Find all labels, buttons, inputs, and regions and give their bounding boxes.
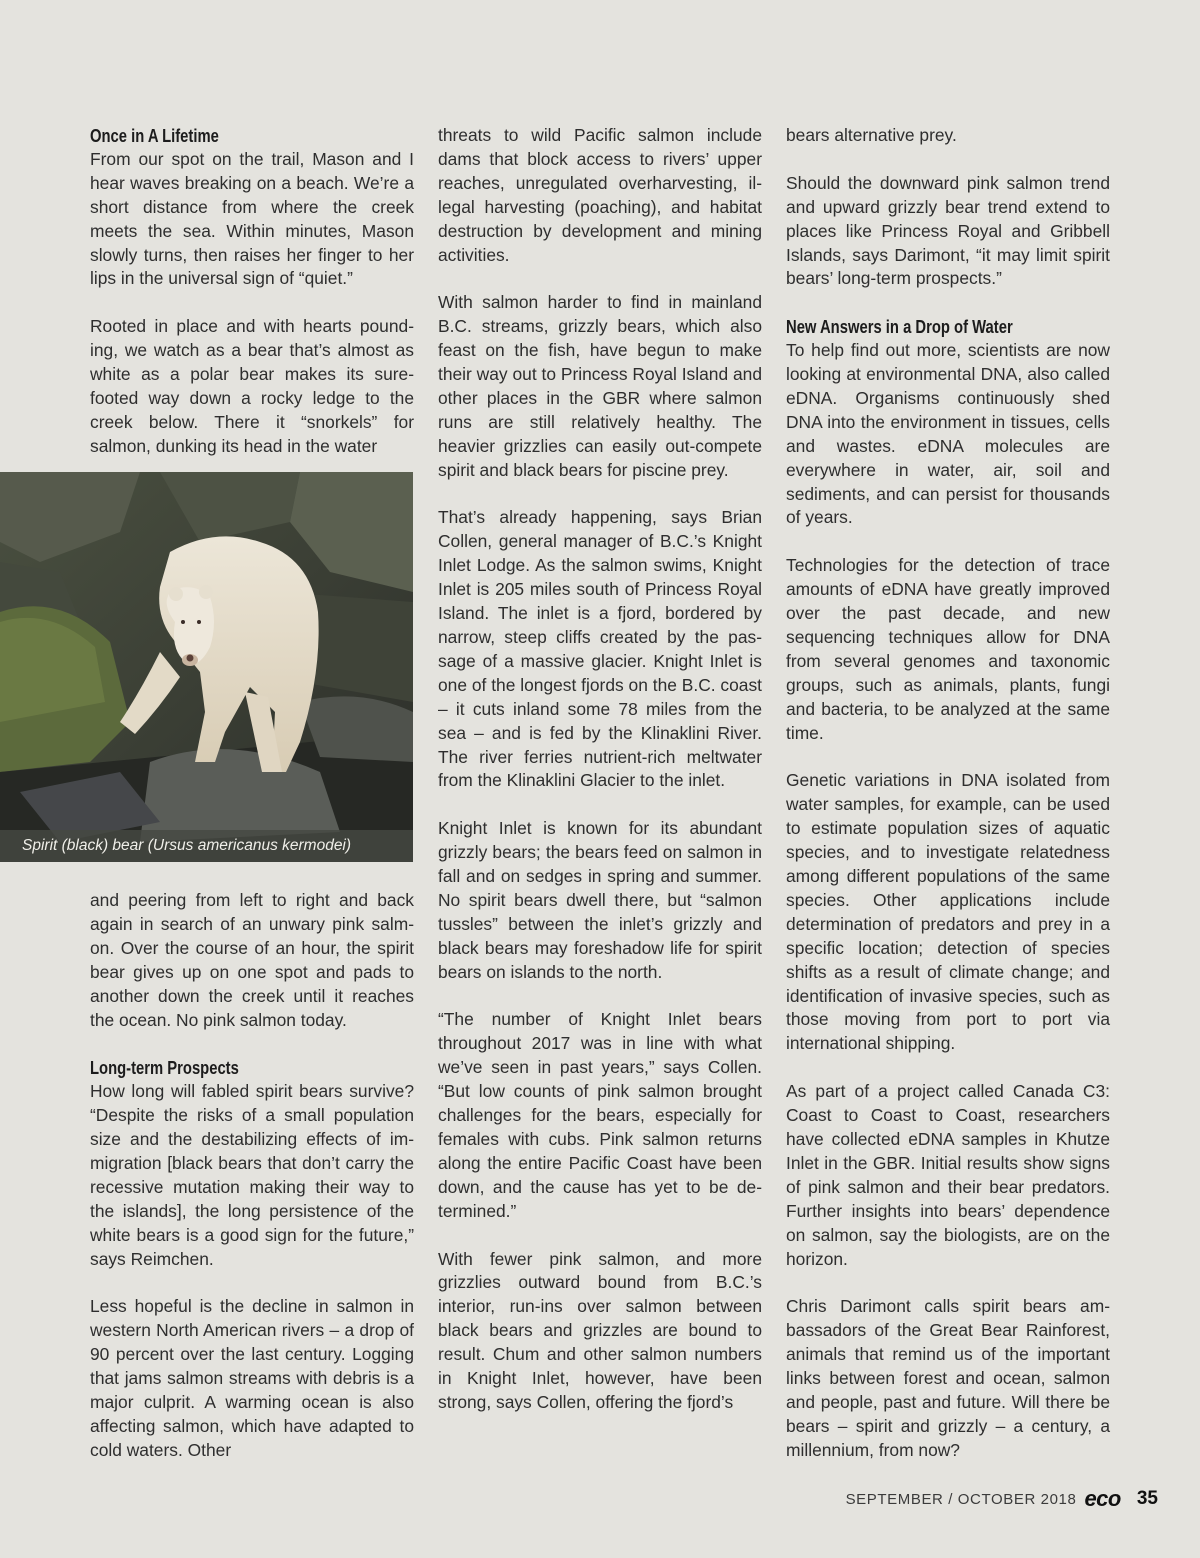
page-footer bbox=[846, 1487, 1158, 1511]
section-heading-long-term-prospects: Long-term Prospects bbox=[90, 1057, 239, 1079]
column-1-top bbox=[90, 124, 414, 459]
spirit-bear-photo bbox=[0, 472, 413, 862]
paragraph: To help find out more, scientists are now looking at environmental DNA, also called eDNA. Organisms continuously shed DNA into the environment in tissues, cells and wastes. eDNA molecules are everywhere in water, air, soil and sediments, and can persist for thousands of years. bbox=[786, 340, 1110, 528]
paragraph: From our spot on the trail, Mason and I hear waves breaking on a beach. We’re a short distance from where the creek meets the sea. Within minutes, Mason slowly turns, then raises her finger to her lips in the universal sign of “quiet.” bbox=[90, 148, 414, 289]
paragraph: Should the downward pink salmon trend and upward grizzly bear trend extend to places like Princess Royal and Gribbell Islands, says Darimont, “it may limit spirit bears’ long-term prospects.” bbox=[786, 172, 1110, 289]
paragraph: Knight Inlet is known for its abundant grizzly bears; the bears feed on salmon in fall and on sedges in spring and summer. No spirit bears dwell there, but “salmon tussles” between the inlet’s grizzly and black bears may foreshadow life for spirit bears on islands to the north. bbox=[438, 818, 762, 982]
paragraph: “The number of Knight Inlet bears throughout 2017 was in line with what we’ve seen in past years,” says Collen. “But low counts of pink salmon brought challenges for the bears, especially for females with cubs. Pink salmon returns along the entire Pacific Coast have been down, and the cause has yet to be determined.” bbox=[438, 1009, 762, 1221]
paragraph: threats to wild Pacific salmon include dams that block access to rivers’ upper reaches, unregulated overharvesting, illegal harvesting (poaching), and habitat destruction by development and mining activities. bbox=[438, 125, 762, 265]
paragraph: Genetic variations in DNA isolated from water samples, for example, can be used to estimate population sizes of aquatic species, and to investigate relatedness among different populations of the same species. Other applications include determination of predators and prey in a specific location; detection of species shifts as a result of climate change; and identification of invasive species, such as those moving from port to port via international shipping. bbox=[786, 770, 1110, 1054]
paragraph: bears alternative prey. bbox=[786, 125, 957, 145]
paragraph: Rooted in place and with hearts pounding, we watch as a bear that’s almost as white as a polar bear makes its sure-footed way down a rocky ledge to the creek below. There it “snorkels” for salmon, dunking its head in the water bbox=[90, 316, 414, 456]
spirit-bear-image bbox=[0, 472, 413, 862]
paragraph: Chris Darimont calls spirit bears ambassadors of the Great Bear Rainforest, animals that remind us of the important links between forest and ocean, salmon and people, past and future. Will there be bears – spirit and grizzly – a century, a millennium, from now? bbox=[786, 1296, 1110, 1460]
photo-caption: Spirit (black) bear (Ursus americanus kermodei) bbox=[0, 830, 413, 862]
column-3 bbox=[786, 124, 1110, 1463]
paragraph: Less hopeful is the decline in salmon in western North American rivers – a drop of 90 percent over the last century. Logging that jams salmon streams with debris is a major culprit. A warming ocean is also affecting salmon, which have adapted to cold waters. Other bbox=[90, 1296, 414, 1460]
paragraph: Technologies for the detection of trace amounts of eDNA have greatly improved over the past decade, and new sequencing techniques allow for DNA from several genomes and taxonomic groups, such as animals, plants, fungi and bacteria, to be analyzed at the same time. bbox=[786, 555, 1110, 743]
column-1-bottom bbox=[90, 889, 414, 1463]
paragraph: That’s already happening, says Brian Collen, general manager of B.C.’s Knight Inlet Lodge. As the salmon swims, Knight Inlet is 205 miles south of Princess Royal Island. The inlet is a fjord, bordered by narrow, steep cliffs created by the passage of a massive glacier. Knight Inlet is one of the longest fjords on the B.C. coast – it cuts inland some 78 miles from the sea – and is fed by the Klinaklini River. The river ferries nutrient-rich meltwater from the Klinaklini Glacier to the inlet. bbox=[438, 507, 762, 791]
paragraph: How long will fabled spirit bears survive? “Despite the risks of a small population size and the destabilizing effects of immigration [black bears that don’t carry the recessive mutation making their way to the islands], the long persistence of the white bears is a good sign for the future,” says Reimchen. bbox=[90, 1081, 414, 1269]
paragraph: With fewer pink salmon, and more grizzlies outward bound from B.C.’s interior, run-ins over salmon between black bears and grizzles are bound to result. Chum and other salmon numbers in Knight Inlet, however, have been strong, says Collen, offering the fjord’s bbox=[438, 1248, 762, 1412]
paragraph: As part of a project called Canada C3: Coast to Coast to Coast, researchers have collected eDNA samples in Khutze Inlet in the GBR. Initial results show signs of pink salmon and their bear predators. Further insights into bears’ dependence on salmon, say the biologists, are on the horizon. bbox=[786, 1081, 1110, 1269]
issue-date: SEPTEMBER / OCTOBER 2018 bbox=[845, 1490, 1077, 1508]
column-2 bbox=[438, 124, 762, 1415]
page-number: 35 bbox=[1136, 1488, 1158, 1509]
section-heading-new-answers: New Answers in a Drop of Water bbox=[786, 316, 1013, 338]
paragraph: With salmon harder to find in mainland B.C. streams, grizzly bears, which also feast on the fish, have begun to make their way out to Princess Royal Island and other places in the GBR where salmon runs are still relatively healthy. The heavier grizzlies can easily out-compete spirit and black bears for piscine prey. bbox=[438, 292, 762, 480]
magazine-logo: eco bbox=[1084, 1486, 1121, 1511]
section-heading-once-in-a-lifetime: Once in A Lifetime bbox=[90, 125, 219, 146]
paragraph: and peering from left to right and back again in search of an unwary pink salmon. Over the course of an hour, the spirit bear gives up on one spot and pads to another down the creek until it reaches the ocean. No pink salmon today. bbox=[90, 890, 414, 1030]
